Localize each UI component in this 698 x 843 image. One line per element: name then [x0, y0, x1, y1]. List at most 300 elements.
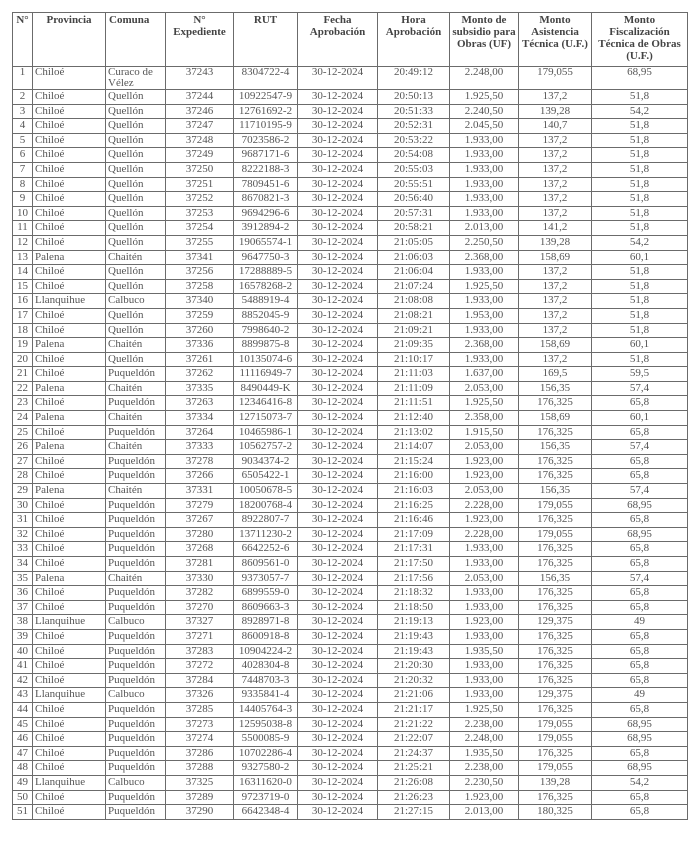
cell-expediente: 37281	[166, 557, 234, 572]
cell-comuna: Curaco de Vélez	[106, 67, 166, 90]
cell-monto-asistencia: 137,2	[519, 308, 592, 323]
cell-monto-subsidio: 1.923,00	[450, 454, 519, 469]
cell-comuna: Chaitén	[106, 250, 166, 265]
cell-fecha: 30-12-2024	[298, 338, 378, 353]
cell-hora: 20:56:40	[378, 192, 450, 207]
cell-hora: 21:16:00	[378, 469, 450, 484]
cell-hora: 21:21:22	[378, 717, 450, 732]
cell-fecha: 30-12-2024	[298, 615, 378, 630]
cell-expediente: 37325	[166, 775, 234, 790]
cell-fecha: 30-12-2024	[298, 177, 378, 192]
cell-fecha: 30-12-2024	[298, 206, 378, 221]
cell-provincia: Chiloé	[33, 206, 106, 221]
table-row	[13, 732, 688, 747]
cell-fecha: 30-12-2024	[298, 761, 378, 776]
table-row	[13, 411, 688, 426]
cell-rut: 7023586-2	[234, 133, 298, 148]
cell-expediente: 37253	[166, 206, 234, 221]
cell-hora: 21:13:02	[378, 425, 450, 440]
table-row	[13, 104, 688, 119]
cell-rut: 13711230-2	[234, 527, 298, 542]
cell-rut: 16578268-2	[234, 279, 298, 294]
cell-expediente: 37335	[166, 381, 234, 396]
cell-provincia: Chiloé	[33, 644, 106, 659]
cell-comuna: Puqueldón	[106, 513, 166, 528]
cell-hora: 21:19:13	[378, 615, 450, 630]
cell-monto-fiscalizacion: 68,95	[592, 527, 688, 542]
cell-numero: 44	[13, 702, 33, 717]
cell-fecha: 30-12-2024	[298, 352, 378, 367]
cell-hora: 21:11:09	[378, 381, 450, 396]
cell-expediente: 37252	[166, 192, 234, 207]
cell-expediente: 37262	[166, 367, 234, 382]
cell-provincia: Chiloé	[33, 790, 106, 805]
cell-monto-subsidio: 1.933,00	[450, 294, 519, 309]
cell-expediente: 37251	[166, 177, 234, 192]
cell-provincia: Palena	[33, 440, 106, 455]
cell-rut: 8852045-9	[234, 308, 298, 323]
cell-hora: 21:19:43	[378, 629, 450, 644]
cell-comuna: Calbuco	[106, 775, 166, 790]
cell-rut: 10922547-9	[234, 90, 298, 105]
table-row	[13, 90, 688, 105]
cell-rut: 8928971-8	[234, 615, 298, 630]
cell-hora: 21:06:04	[378, 265, 450, 280]
cell-provincia: Chiloé	[33, 513, 106, 528]
table-row	[13, 454, 688, 469]
cell-provincia: Chiloé	[33, 659, 106, 674]
cell-fecha: 30-12-2024	[298, 673, 378, 688]
cell-comuna: Calbuco	[106, 615, 166, 630]
cell-monto-subsidio: 1.933,00	[450, 177, 519, 192]
table-row	[13, 615, 688, 630]
cell-monto-asistencia: 139,28	[519, 235, 592, 250]
cell-monto-subsidio: 1.933,00	[450, 192, 519, 207]
cell-rut: 8490449-K	[234, 381, 298, 396]
cell-numero: 11	[13, 221, 33, 236]
cell-fecha: 30-12-2024	[298, 148, 378, 163]
cell-comuna: Puqueldón	[106, 673, 166, 688]
table-row	[13, 775, 688, 790]
cell-monto-fiscalizacion: 65,8	[592, 746, 688, 761]
cell-hora: 21:18:32	[378, 586, 450, 601]
cell-comuna: Quellón	[106, 206, 166, 221]
table-row	[13, 688, 688, 703]
table-row	[13, 206, 688, 221]
cell-monto-fiscalizacion: 57,4	[592, 571, 688, 586]
cell-provincia: Palena	[33, 250, 106, 265]
cell-rut: 9335841-4	[234, 688, 298, 703]
cell-hora: 21:27:15	[378, 805, 450, 820]
table-row	[13, 119, 688, 134]
cell-hora: 21:17:56	[378, 571, 450, 586]
cell-provincia: Chiloé	[33, 717, 106, 732]
table-row	[13, 659, 688, 674]
cell-monto-asistencia: 137,2	[519, 148, 592, 163]
cell-monto-fiscalizacion: 57,4	[592, 440, 688, 455]
cell-expediente: 37278	[166, 454, 234, 469]
cell-monto-fiscalizacion: 65,8	[592, 513, 688, 528]
cell-monto-subsidio: 1.637,00	[450, 367, 519, 382]
cell-numero: 18	[13, 323, 33, 338]
cell-rut: 8609561-0	[234, 557, 298, 572]
cell-comuna: Quellón	[106, 323, 166, 338]
cell-monto-fiscalizacion: 51,8	[592, 308, 688, 323]
cell-monto-subsidio: 1.933,00	[450, 586, 519, 601]
cell-expediente: 37254	[166, 221, 234, 236]
cell-numero: 50	[13, 790, 33, 805]
cell-provincia: Chiloé	[33, 192, 106, 207]
cell-rut: 7809451-6	[234, 177, 298, 192]
cell-numero: 13	[13, 250, 33, 265]
cell-fecha: 30-12-2024	[298, 775, 378, 790]
cell-monto-fiscalizacion: 65,8	[592, 805, 688, 820]
cell-monto-asistencia: 169,5	[519, 367, 592, 382]
cell-rut: 9694296-6	[234, 206, 298, 221]
cell-monto-fiscalizacion: 65,8	[592, 396, 688, 411]
cell-monto-subsidio: 1.933,00	[450, 133, 519, 148]
cell-monto-asistencia: 139,28	[519, 775, 592, 790]
cell-monto-asistencia: 137,2	[519, 352, 592, 367]
cell-numero: 33	[13, 542, 33, 557]
cell-provincia: Chiloé	[33, 673, 106, 688]
cell-fecha: 30-12-2024	[298, 717, 378, 732]
cell-hora: 21:21:06	[378, 688, 450, 703]
cell-monto-fiscalizacion: 65,8	[592, 644, 688, 659]
cell-comuna: Quellón	[106, 133, 166, 148]
cell-provincia: Chiloé	[33, 104, 106, 119]
cell-comuna: Puqueldón	[106, 498, 166, 513]
cell-comuna: Calbuco	[106, 294, 166, 309]
cell-comuna: Quellón	[106, 279, 166, 294]
cell-monto-asistencia: 179,055	[519, 732, 592, 747]
cell-hora: 21:19:43	[378, 644, 450, 659]
cell-numero: 10	[13, 206, 33, 221]
table-row	[13, 469, 688, 484]
cell-fecha: 30-12-2024	[298, 484, 378, 499]
cell-provincia: Palena	[33, 381, 106, 396]
cell-fecha: 30-12-2024	[298, 279, 378, 294]
cell-numero: 16	[13, 294, 33, 309]
table-row	[13, 133, 688, 148]
cell-numero: 49	[13, 775, 33, 790]
cell-comuna: Puqueldón	[106, 396, 166, 411]
cell-monto-fiscalizacion: 51,8	[592, 177, 688, 192]
cell-expediente: 37266	[166, 469, 234, 484]
cell-hora: 20:58:21	[378, 221, 450, 236]
cell-expediente: 37327	[166, 615, 234, 630]
cell-monto-subsidio: 1.933,00	[450, 629, 519, 644]
cell-monto-subsidio: 2.045,50	[450, 119, 519, 134]
cell-comuna: Chaitén	[106, 381, 166, 396]
cell-rut: 12715073-7	[234, 411, 298, 426]
cell-fecha: 30-12-2024	[298, 586, 378, 601]
cell-monto-asistencia: 137,2	[519, 192, 592, 207]
cell-expediente: 37273	[166, 717, 234, 732]
cell-monto-fiscalizacion: 51,8	[592, 221, 688, 236]
cell-monto-fiscalizacion: 59,5	[592, 367, 688, 382]
cell-expediente: 37336	[166, 338, 234, 353]
cell-monto-subsidio: 2.053,00	[450, 571, 519, 586]
cell-expediente: 37247	[166, 119, 234, 134]
cell-numero: 51	[13, 805, 33, 820]
cell-monto-fiscalizacion: 65,8	[592, 469, 688, 484]
cell-hora: 21:09:21	[378, 323, 450, 338]
cell-provincia: Chiloé	[33, 352, 106, 367]
cell-hora: 21:26:23	[378, 790, 450, 805]
cell-comuna: Chaitén	[106, 571, 166, 586]
cell-monto-subsidio: 1.935,50	[450, 746, 519, 761]
cell-hora: 21:16:25	[378, 498, 450, 513]
cell-comuna: Puqueldón	[106, 761, 166, 776]
cell-monto-fiscalizacion: 51,8	[592, 162, 688, 177]
cell-hora: 21:21:17	[378, 702, 450, 717]
cell-hora: 21:08:08	[378, 294, 450, 309]
cell-monto-subsidio: 1.923,00	[450, 513, 519, 528]
cell-expediente: 37263	[166, 396, 234, 411]
table-row	[13, 148, 688, 163]
cell-expediente: 37259	[166, 308, 234, 323]
cell-monto-fiscalizacion: 65,8	[592, 557, 688, 572]
cell-expediente: 37256	[166, 265, 234, 280]
cell-monto-fiscalizacion: 51,8	[592, 148, 688, 163]
cell-monto-fiscalizacion: 51,8	[592, 294, 688, 309]
cell-provincia: Llanquihue	[33, 688, 106, 703]
cell-monto-subsidio: 2.368,00	[450, 338, 519, 353]
cell-monto-asistencia: 158,69	[519, 338, 592, 353]
cell-hora: 21:26:08	[378, 775, 450, 790]
cell-hora: 21:24:37	[378, 746, 450, 761]
cell-comuna: Puqueldón	[106, 600, 166, 615]
cell-monto-asistencia: 137,2	[519, 265, 592, 280]
cell-numero: 34	[13, 557, 33, 572]
cell-monto-asistencia: 137,2	[519, 294, 592, 309]
cell-rut: 6505422-1	[234, 469, 298, 484]
cell-comuna: Quellón	[106, 162, 166, 177]
cell-monto-fiscalizacion: 68,95	[592, 717, 688, 732]
cell-monto-subsidio: 2.238,00	[450, 761, 519, 776]
cell-numero: 43	[13, 688, 33, 703]
cell-monto-fiscalizacion: 49	[592, 615, 688, 630]
cell-rut: 8609663-3	[234, 600, 298, 615]
cell-monto-asistencia: 176,325	[519, 659, 592, 674]
cell-monto-asistencia: 176,325	[519, 644, 592, 659]
cell-comuna: Quellón	[106, 148, 166, 163]
cell-provincia: Chiloé	[33, 162, 106, 177]
cell-hora: 21:11:03	[378, 367, 450, 382]
cell-monto-asistencia: 176,325	[519, 425, 592, 440]
cell-hora: 20:51:33	[378, 104, 450, 119]
cell-provincia: Chiloé	[33, 425, 106, 440]
cell-comuna: Puqueldón	[106, 702, 166, 717]
cell-hora: 21:20:30	[378, 659, 450, 674]
cell-rut: 8922807-7	[234, 513, 298, 528]
cell-numero: 35	[13, 571, 33, 586]
cell-fecha: 30-12-2024	[298, 192, 378, 207]
cell-expediente: 37243	[166, 67, 234, 90]
cell-hora: 21:25:21	[378, 761, 450, 776]
cell-monto-subsidio: 1.933,00	[450, 659, 519, 674]
table-row	[13, 761, 688, 776]
cell-rut: 5488919-4	[234, 294, 298, 309]
cell-monto-fiscalizacion: 65,8	[592, 600, 688, 615]
cell-comuna: Puqueldón	[106, 586, 166, 601]
cell-monto-asistencia: 176,325	[519, 790, 592, 805]
cell-monto-asistencia: 129,375	[519, 615, 592, 630]
cell-comuna: Chaitén	[106, 338, 166, 353]
cell-comuna: Puqueldón	[106, 717, 166, 732]
subsidy-approval-table	[12, 12, 688, 820]
header-numero: N°	[13, 13, 33, 67]
cell-numero: 37	[13, 600, 33, 615]
cell-fecha: 30-12-2024	[298, 162, 378, 177]
cell-monto-asistencia: 176,325	[519, 629, 592, 644]
table-row	[13, 265, 688, 280]
cell-expediente: 37283	[166, 644, 234, 659]
cell-monto-asistencia: 158,69	[519, 411, 592, 426]
cell-fecha: 30-12-2024	[298, 746, 378, 761]
cell-rut: 12346416-8	[234, 396, 298, 411]
cell-hora: 21:06:03	[378, 250, 450, 265]
cell-expediente: 37260	[166, 323, 234, 338]
cell-hora: 20:55:03	[378, 162, 450, 177]
cell-monto-asistencia: 179,055	[519, 498, 592, 513]
cell-provincia: Chiloé	[33, 90, 106, 105]
cell-monto-subsidio: 2.240,50	[450, 104, 519, 119]
cell-monto-fiscalizacion: 65,8	[592, 673, 688, 688]
cell-numero: 32	[13, 527, 33, 542]
cell-hora: 20:55:51	[378, 177, 450, 192]
cell-monto-fiscalizacion: 51,8	[592, 352, 688, 367]
table-row	[13, 513, 688, 528]
cell-provincia: Chiloé	[33, 396, 106, 411]
cell-monto-fiscalizacion: 68,95	[592, 67, 688, 90]
cell-rut: 8304722-4	[234, 67, 298, 90]
table-row	[13, 192, 688, 207]
cell-monto-subsidio: 1.923,00	[450, 615, 519, 630]
cell-hora: 21:16:46	[378, 513, 450, 528]
cell-monto-asistencia: 176,325	[519, 586, 592, 601]
cell-comuna: Chaitén	[106, 411, 166, 426]
cell-comuna: Quellón	[106, 104, 166, 119]
cell-numero: 8	[13, 177, 33, 192]
cell-numero: 15	[13, 279, 33, 294]
table-row	[13, 644, 688, 659]
table-row	[13, 367, 688, 382]
cell-monto-fiscalizacion: 51,8	[592, 265, 688, 280]
cell-fecha: 30-12-2024	[298, 688, 378, 703]
cell-provincia: Chiloé	[33, 600, 106, 615]
cell-provincia: Llanquihue	[33, 294, 106, 309]
cell-monto-subsidio: 1.933,00	[450, 600, 519, 615]
cell-monto-asistencia: 137,2	[519, 177, 592, 192]
cell-numero: 36	[13, 586, 33, 601]
cell-hora: 20:53:22	[378, 133, 450, 148]
cell-hora: 21:11:51	[378, 396, 450, 411]
cell-provincia: Chiloé	[33, 67, 106, 90]
cell-expediente: 37250	[166, 162, 234, 177]
cell-numero: 19	[13, 338, 33, 353]
cell-rut: 6899559-0	[234, 586, 298, 601]
cell-monto-asistencia: 156,35	[519, 571, 592, 586]
cell-monto-asistencia: 137,2	[519, 162, 592, 177]
cell-fecha: 30-12-2024	[298, 90, 378, 105]
cell-fecha: 30-12-2024	[298, 67, 378, 90]
cell-comuna: Puqueldón	[106, 659, 166, 674]
cell-expediente: 37264	[166, 425, 234, 440]
cell-monto-asistencia: 179,055	[519, 717, 592, 732]
cell-fecha: 30-12-2024	[298, 469, 378, 484]
cell-expediente: 37271	[166, 629, 234, 644]
cell-rut: 10135074-6	[234, 352, 298, 367]
cell-monto-fiscalizacion: 68,95	[592, 498, 688, 513]
cell-expediente: 37285	[166, 702, 234, 717]
cell-monto-asistencia: 179,055	[519, 527, 592, 542]
cell-expediente: 37272	[166, 659, 234, 674]
cell-fecha: 30-12-2024	[298, 440, 378, 455]
cell-provincia: Chiloé	[33, 629, 106, 644]
cell-expediente: 37258	[166, 279, 234, 294]
cell-rut: 9687171-6	[234, 148, 298, 163]
cell-numero: 25	[13, 425, 33, 440]
header-expediente: N° Expediente	[166, 13, 234, 67]
cell-provincia: Llanquihue	[33, 615, 106, 630]
cell-fecha: 30-12-2024	[298, 629, 378, 644]
table-row	[13, 308, 688, 323]
cell-numero: 45	[13, 717, 33, 732]
cell-hora: 21:22:07	[378, 732, 450, 747]
cell-numero: 4	[13, 119, 33, 134]
cell-fecha: 30-12-2024	[298, 308, 378, 323]
cell-rut: 9373057-7	[234, 571, 298, 586]
cell-numero: 40	[13, 644, 33, 659]
cell-monto-fiscalizacion: 51,8	[592, 192, 688, 207]
cell-monto-subsidio: 2.230,50	[450, 775, 519, 790]
cell-provincia: Chiloé	[33, 265, 106, 280]
cell-comuna: Puqueldón	[106, 644, 166, 659]
table-row	[13, 498, 688, 513]
cell-fecha: 30-12-2024	[298, 732, 378, 747]
header-monto-subsidio: Monto de subsidio para Obras (UF)	[450, 13, 519, 67]
cell-fecha: 30-12-2024	[298, 104, 378, 119]
cell-comuna: Chaitén	[106, 484, 166, 499]
cell-monto-subsidio: 2.013,00	[450, 805, 519, 820]
cell-expediente: 37255	[166, 235, 234, 250]
cell-monto-subsidio: 1.933,00	[450, 323, 519, 338]
table-row	[13, 586, 688, 601]
cell-monto-fiscalizacion: 68,95	[592, 761, 688, 776]
cell-comuna: Puqueldón	[106, 629, 166, 644]
cell-fecha: 30-12-2024	[298, 425, 378, 440]
cell-numero: 21	[13, 367, 33, 382]
cell-monto-fiscalizacion: 60,1	[592, 250, 688, 265]
cell-comuna: Puqueldón	[106, 454, 166, 469]
cell-expediente: 37261	[166, 352, 234, 367]
cell-numero: 1	[13, 67, 33, 90]
cell-expediente: 37249	[166, 148, 234, 163]
table-row	[13, 338, 688, 353]
cell-numero: 7	[13, 162, 33, 177]
cell-provincia: Chiloé	[33, 279, 106, 294]
cell-numero: 29	[13, 484, 33, 499]
cell-hora: 20:52:31	[378, 119, 450, 134]
cell-comuna: Puqueldón	[106, 469, 166, 484]
cell-comuna: Puqueldón	[106, 367, 166, 382]
table-row	[13, 557, 688, 572]
cell-monto-asistencia: 176,325	[519, 513, 592, 528]
cell-numero: 46	[13, 732, 33, 747]
cell-comuna: Puqueldón	[106, 790, 166, 805]
